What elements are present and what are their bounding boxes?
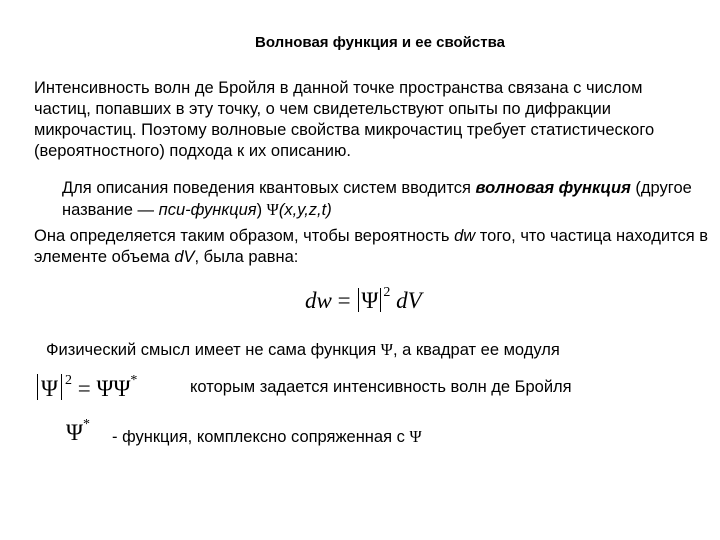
power-two: 2: [383, 285, 391, 300]
formula-rhs: dV: [390, 288, 422, 313]
text-segment: Она определяется таким образом, чтобы вероятность: [34, 227, 455, 245]
psi-symbol: Ψ: [409, 427, 422, 446]
text-segment: , а квадрат ее модуля: [392, 341, 560, 359]
conjugate-star: *: [82, 417, 90, 432]
physical-meaning-text: [46, 340, 560, 360]
term-wave-function: волновая функция: [475, 179, 631, 197]
psi-symbol: Ψ: [361, 288, 379, 313]
psi-product: ΨΨ: [96, 376, 131, 401]
slide-title: Волновая функция и ее свойства: [255, 34, 505, 51]
text-segment: , была равна:: [194, 248, 299, 266]
term-dv: dV: [174, 248, 195, 266]
conjugate-symbol: [66, 417, 90, 446]
psi-symbol: Ψ: [266, 200, 279, 219]
intensity-text: которым задается интенсивность волн де Бройля: [190, 378, 572, 396]
psi-symbol: Ψ: [380, 340, 393, 359]
text-segment: - функция, комплексно сопряженная с: [112, 428, 410, 446]
psi-arguments: (x,y,z,t): [278, 201, 332, 219]
text-segment: того, что частица находится в элементе объема: [34, 227, 708, 266]
text-segment: Физический смысл имеет не сама функция: [46, 341, 381, 359]
text-segment: ): [256, 201, 267, 219]
psi-symbol: Ψ: [41, 376, 58, 401]
abs-bar-right: [61, 374, 62, 400]
abs-bar-left: [37, 374, 38, 400]
abs-bar-right: [380, 288, 381, 312]
probability-formula: [305, 285, 422, 314]
probability-definition: [34, 226, 710, 268]
conjugate-text: [112, 427, 422, 447]
text-segment: Для описания поведения квантовых систем вводится: [62, 179, 476, 197]
text-segment: (другое название —: [62, 179, 692, 219]
formula-equals: =: [331, 288, 357, 313]
modulus-squared-formula: [34, 374, 137, 402]
formula-equals: =: [71, 376, 97, 401]
abs-bar-left: [358, 288, 359, 312]
term-psi-function: пси-функция: [158, 201, 257, 219]
power-two: 2: [64, 373, 72, 388]
wave-function-intro: [62, 178, 692, 221]
term-dw: dw: [454, 227, 476, 245]
psi-symbol: Ψ: [66, 420, 83, 445]
intro-paragraph: Интенсивность волн де Бройля в данной точке пространства связана с числом частиц, попавших в эту точку, о чем свидетельствуют опыты по дифракции микрочастиц. Поэтому волновые свойства микрочастиц требует статистического (вероятностного) подхода к их описанию.: [34, 79, 655, 160]
conjugate-star: *: [130, 373, 138, 388]
formula-lhs: dw: [305, 288, 332, 313]
